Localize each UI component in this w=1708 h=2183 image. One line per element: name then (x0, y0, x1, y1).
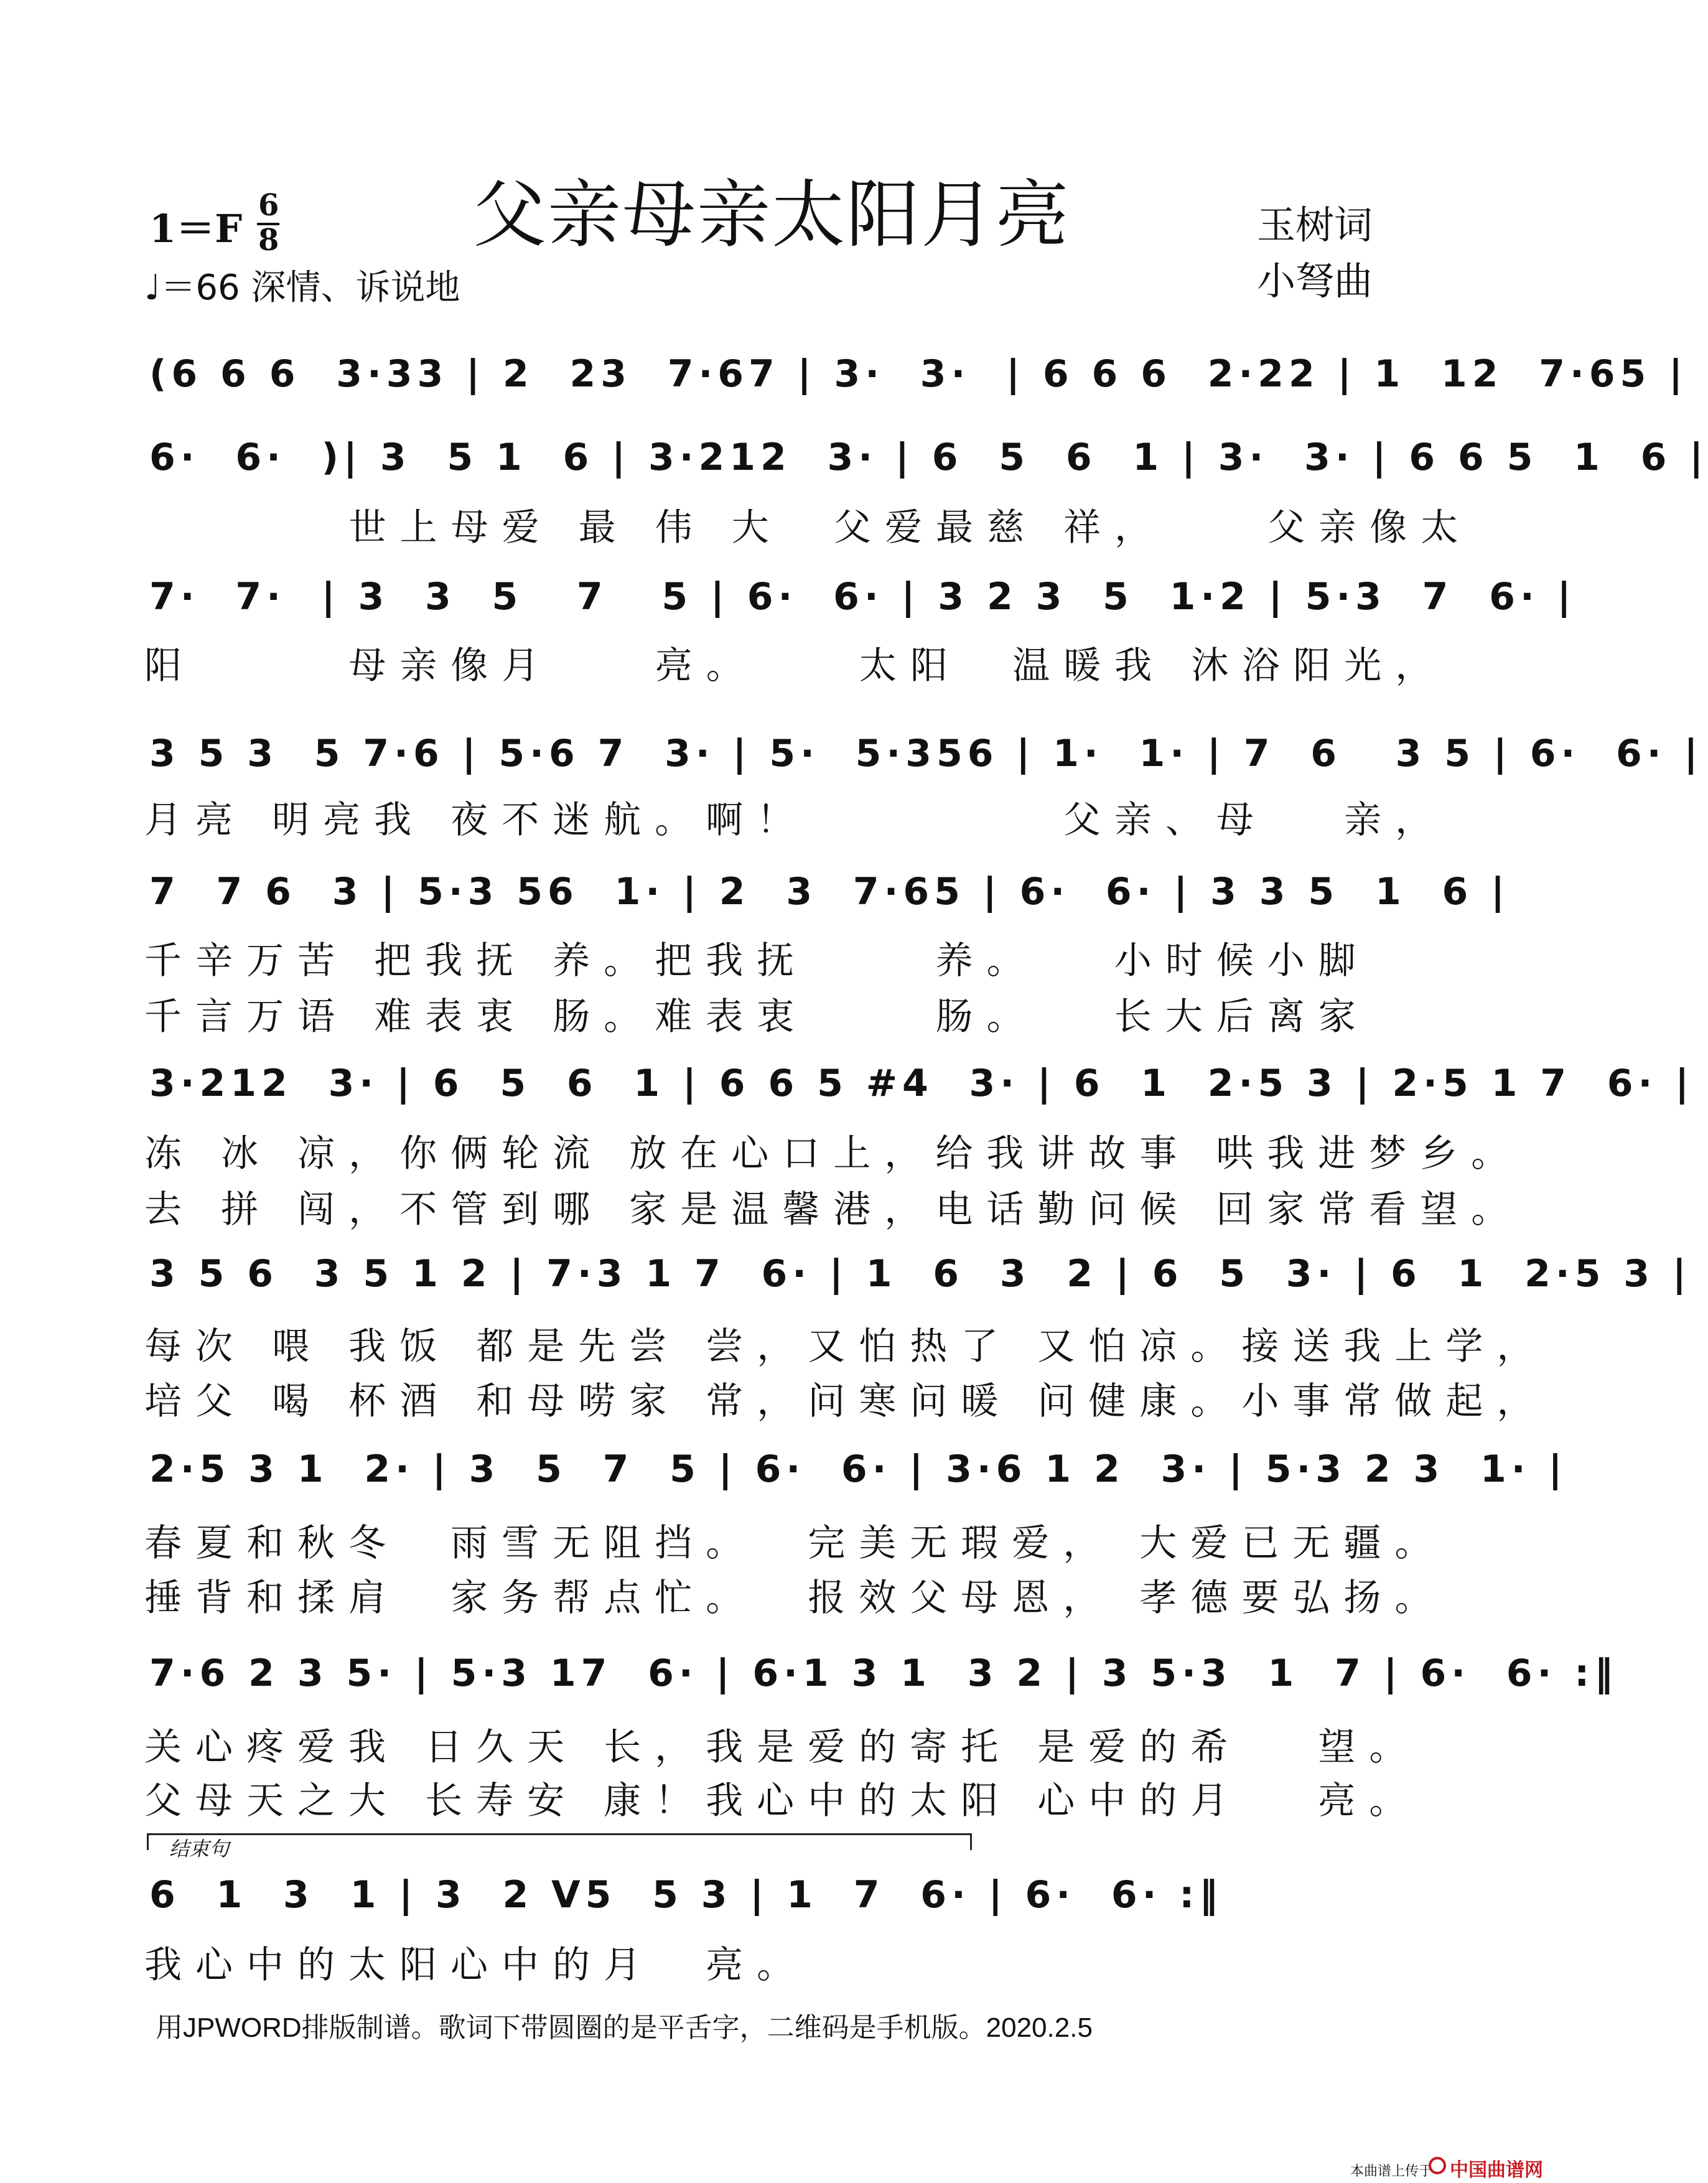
lyric-line: 关心疼爱我 日久天 长，我是爱的寄托 是爱的希 望。 (144, 1726, 1421, 1769)
footer-note: 用JPWORD排版制谱。歌词下带圆圈的是平舌字，二维码是手机版。2020.2.5 (156, 2012, 1093, 2043)
notation-line: 7·6 2 3 5· | 5·3 17 6· | 6·1 3 1 3 2 | 3 5·3 1 7 | 6· 6· :‖ (149, 1652, 1618, 1695)
lyric-line: 阳 母亲像月 亮。 太阳 温暖我 沐浴阳光， (144, 644, 1447, 688)
lyric-line: 培父 喝 杯酒 和母唠家 常，问寒问暖 问健康。小事常做起， (144, 1380, 1548, 1423)
key-signature: 1＝F (149, 206, 243, 251)
notation-line: 7 7 6 3 | 5·3 56 1· | 2 3 7·65 | 6· 6· | 3 3 5 1 6 | (149, 870, 1510, 914)
lyric-line: 冻 冰 凉，你俩轮流 放在心口上，给我讲故事 哄我进梦乡。 (144, 1132, 1523, 1176)
site-logo[interactable]: 中国曲谱网 (1450, 2159, 1543, 2181)
lyric-line: 我心中的太阳心中的月 亮。 (144, 1943, 808, 1987)
notation-line: 2·5 3 1 2· | 3 5 7 5 | 6· 6· | 3·6 1 2 3· | 5·3 2 3 1· | (149, 1447, 1567, 1491)
lyric-line: 月亮 明亮我 夜不迷航。啊！ 父亲、母 亲， (144, 798, 1447, 842)
lyric-line: 春夏和秋冬 雨雪无阻挡。 完美无瑕爱， 大爱已无疆。 (144, 1522, 1446, 1565)
site-upload-note: 本曲谱上传于 (1350, 2164, 1433, 2179)
lyric-line: 捶背和揉肩 家务帮点忙。 报效父母恩， 孝德要弘扬。 (144, 1576, 1446, 1620)
lyricist-credit: 玉树词 (1257, 202, 1373, 248)
time-signature-denominator: 8 (258, 223, 279, 258)
composer-credit: 小弩曲 (1257, 258, 1373, 304)
notation-line: 3 5 3 5 7·6 | 5·6 7 3· | 5· 5·356 | 1· 1· | 7 6 3 5 | 6· 6· | (149, 732, 1703, 775)
coda-bracket (147, 1833, 972, 1850)
time-signature-numerator: 6 (258, 188, 279, 223)
lyric-line: 千辛万苦 把我抚 养。把我抚 养。 小时候小脚 (144, 939, 1370, 983)
notation-line: (6 6 6 3·33 | 2 23 7·67 | 3· 3· | 6 6 6 2·22 | 1 12 7·65 | (149, 352, 1688, 396)
notation-line: 6· 6· )| 3 5 1 6 | 3·212 3· | 6 5 6 1 | 3· 3· | 6 6 5 1 6 | (149, 436, 1708, 479)
lyric-line: 每次 喂 我饭 都是先尝 尝，又怕热了 又怕凉。接送我上学， (144, 1325, 1548, 1368)
coda-label: 结束句 (169, 1837, 230, 1861)
page-title: 父亲母亲太阳月亮 (472, 172, 1070, 258)
notation-line: 3·212 3· | 6 5 6 1 | 6 6 5 #4 3· | 6 1 2·5 3 | 2·5 1 7 6· | (149, 1062, 1694, 1105)
lyric-line: 去 拼 闯，不管到哪 家是温馨港，电话勤问候 回家常看望。 (144, 1188, 1523, 1232)
tempo-marking: ♩＝66 深情、诉说地 (144, 268, 460, 308)
lyric-line: 世上母爱 最 伟 大 父爱最慈 祥， 父亲像太 (144, 506, 1472, 549)
notation-line: 6 1 3 1 | 3 2 V5 5 3 | 1 7 6· | 6· 6· :‖ (149, 1873, 1223, 1917)
notation-line: 7· 7· | 3 3 5 7 5 | 6· 6· | 3 2 3 5 1·2 | 5·3 7 6· | (149, 575, 1576, 619)
site-logo-icon (1429, 2157, 1446, 2174)
notation-line: 3 5 6 3 5 1 2 | 7·3 1 7 6· | 1 6 3 2 | 6 5 3· | 6 1 2·5 3 | (149, 1252, 1691, 1296)
lyric-line: 千言万语 难表衷 肠。难表衷 肠。 长大后离家 (144, 995, 1370, 1039)
lyric-line: 父母天之大 长寿安 康！我心中的太阳 心中的月 亮。 (144, 1779, 1421, 1823)
